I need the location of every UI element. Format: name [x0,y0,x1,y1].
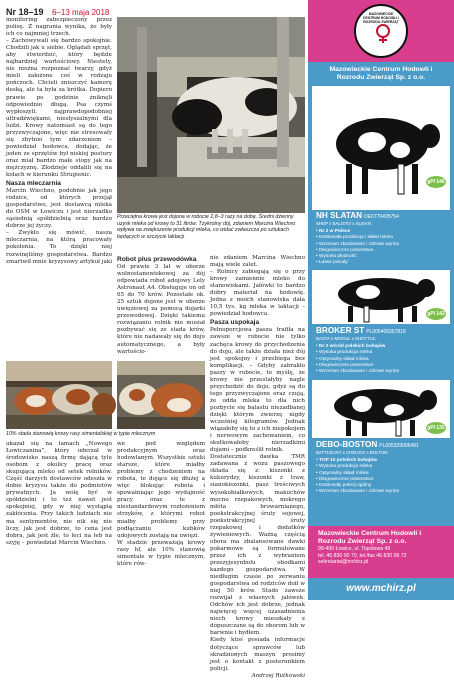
list-item: • Nr 2 wśród polskich buhajów [316,344,450,350]
issue-number: Nr 18–19 [6,7,44,17]
list-item: • Łatwe porody [316,260,450,266]
bull-photo-2 [312,270,450,324]
list-item: • Wzorowo zbudowane i zdrowe wymię [316,489,450,495]
company-name: Mazowieckie Centrum Hodowli i Rozrodu Zwierząt Sp. z o.o. [318,530,422,545]
milking-photo-caption: Przeciętna krowa jest dojona w robocie 2,8–3 razy na dobę. Średni dzienny uzysk mleka od krowy to 31 litrów. Tzykrotny dój, zdaniem Marcina Wiechno wpływa na zwiększenie produkcji mleka, co widać zwłaszcza po sztukach będących w szczycie laktacji [117,214,296,240]
bull-name-text: BROKER ST [316,326,365,335]
gpi-badge: gPI 142 [426,308,446,320]
list-item: • Nr 2 w Polsce [316,229,450,235]
issue-header [6,2,306,17]
bull-reg-number: PL005406357819 [366,329,406,335]
bull-name [316,211,399,220]
paragraph: nie zdaniem Marcina Wiechno mają wiele zalet. [210,255,305,269]
article-column-b-bottom [117,441,205,596]
cows-illustration [117,361,205,429]
milking-robot-photo [117,17,305,213]
company-address: 99-400 Łowicz, ul. Topolowa 49 [318,546,391,552]
paragraph: W stadzie przeważają krowy rasy hf, ale 10% stanowią simentale w typie mlecznym, które rów- [117,539,205,567]
list-item: • Doskonały pokrój ogólny [316,483,450,489]
bull-features-list [316,458,450,496]
paragraph: – Zachowywali się bardzo spokojnie. Chodzili jak u siebie. Oglądali sprzęt, aby stwierdzić, który będzie najbardziej wartościowy. Niestety, nie można rozpoznać twarzy, gdyż mieli założone coś w rodzaju pończoch. Chcieli zniszczyć kamerę deską, ale ta była za krótka. Dopiero prawie po godzinie zniknęli odpowiednio długą. Psa czymś wypłoszyli, najprawdopodobniej ultradźwiękami, niesłyszalnymi dla ludzi. Krowy natomiast są do tego przyzwyczajone, więc nie stresowały się zbytnio tym zdarzeniem – powiedział hodowca, dodając, że jeden ze sprzętów był niskiej postury oraz miał bardzo małe stopy jak na mężczyznę. Złodzieje oddalili się na kołach w kierunku Strugienic. [6,38,112,179]
advert-contact-box [308,526,454,578]
list-item: • Optymalny skład mleka [316,471,450,477]
author-signature: Andrzej Rutkowski [251,672,305,679]
company-email[interactable]: sekretariat@mchirz.pl [318,559,369,566]
advert-title: Mazowieckie Centrum Hodowli i Rozrodu Zwierząt Sp. z o.o. [329,66,433,82]
barn-photo-caption: 10% stada stanowią krowy rasy simentalskiej w typie mlecznym [6,431,156,437]
bull-reg-number: PL005329006481 [379,443,419,449]
list-item: • Wysoka produkcja mleka [316,350,450,356]
company-logo [354,4,408,58]
paragraph: we pod względem produkcyjnym oraz hodowlanym. Wszystkie sztuki starsze, które miałby problemy z chodzeniem na robota, te dojące się dłużej a więc blokując robota i spowalniając jego wydajność pracy oraz te z niestandardowym rozłożeniem strzyków, z którymi robot miałby problemy przy podłączaniu kubków udojowych zostają na uwięzi. [117,441,205,539]
company-website-link[interactable]: www.mchirz.pl [308,578,454,600]
advert-logo-band [308,0,454,62]
list-item: • Wysoka produkcja mleka [316,464,450,470]
paragraph: ukazał się na łamach „Nowego Łowiczanina”, który uderzał w środowisko naszą firmę dającą tylu osobom z okolicy pracę oraz skupującą mleko od setek rolników. Część darzych dostawców odeszła w dobie kryzysu także do podmiotów prywatnych. Ja wolę być w spółdzielni i to też nawet jest spokojniej, gdy w niej wystąpią zakłócenia. Przy takich ludziach nie ma sentymentów, nie nik się nie liczy, jak jest dobrze, to cena jest dobra, jak jest źle, to leci na łeb na szyję – powiedział Marcin Wiechno. [6,441,112,546]
section-heading: Robot plus przewodówka [117,256,197,263]
bull-pedigree: BASTA x MOGUL x SHOTTLE [316,336,376,341]
paragraph: Kiedy ktoś posiada informacje dotyczące sprawców lub skradzionych maszyn prosimy jest o kontakt z posterunkiem policji. [210,637,305,672]
milking-robot-illustration [117,17,305,213]
list-item: • Wzorowo zbudowane i zdrowe wymię [316,369,450,375]
bull-photo-3 [312,380,450,438]
barn-photo [6,361,112,429]
paragraph: Pełnoporcjowa pasza trafiła na zawsze w robocie nie tylko zachęca krowy do przychodzenia do doju, ale także działa nież dój jest spokojny i przebiega bez komplikacji. – Gdyby zabrakło paszy w robocie, to myślę, że krowy nie przestałyby nagle przychodzić do doju, gdyż są do tego przyzwyczajone oraz czują, że odda mleka to dla nich pozbycie się balastu niezadbanej dzięki którym zwierzę nigdy wcześniej kilogramów. Jednak wiązałoby się to z ich niepokojem i nerwowym zachowaniem, co skutkowałoby nierzadkimi dojami – podkreślił rolnik. [210,327,305,454]
gender-symbols-icon [373,22,393,44]
bull-pedigree: SHEP x BALISTO x SUDAN [316,221,371,226]
list-item: • Doskonała produkcja i skład mleka [316,235,450,241]
bull-name-text: DEBO-BOSTON [316,440,378,449]
bull-pedigree: BATTLECRY x CHEUGO x BOLTON [316,450,388,455]
list-item: • Wzorowo zbudowane i zdrowe wymię [316,242,450,248]
list-item: • Optymalny skład mleka [316,357,450,363]
bull-features-list [316,229,450,267]
bull-photo-1 [312,86,450,210]
paragraph: monitoring zabezpieczony przez polisę. Z nagrania wynika, że były ich co najmniej trzech. [6,17,112,38]
gpi-badge: gPI 135 [426,422,446,434]
paragraph: Marcin Wiechno, podobnie jak jego rodzice, od których przejął gospodarstwo, jest dostawcą mleka do OSM w Łowiczu i jest nierzadko sąsiednią spółdzielnią oraz bardzo dobrze jej życzy. [6,188,112,230]
bull-features-list [316,344,450,375]
list-item: • Długowieczne potomstwo [316,363,450,369]
bull-name [316,440,419,449]
article-column-a-bottom [6,441,112,596]
bull-name [316,326,406,335]
section-heading: Pasza uspokaja [210,319,260,327]
list-item: • TOP 10 polskich buhajów [316,458,450,464]
logo-lettering: MAZOWIECKIE CENTRUM HODOWLI I ROZRODU ZWIERZĄT [362,12,400,24]
barn-illustration [6,361,112,429]
paragraph: Od prawie 3 lat w oborze wolnostanowiskowej za dój odpowiada robot adojowy Lely Astronaut A4. Obsługuje on od 65 do 70 krów. Pozostałe ok. 25 sztuk dojone jest w oborze uwięziowej za pomocą dojarki przewodowej. Dzięki takiemu rozwiązaniu rolnik nie musiał pozbywać się ze stada krów, które nie nadawały się do doju automatycznego, a były wartościo- [117,264,205,355]
gpi-badge: gPI 146 [426,176,446,188]
article-column-a [6,17,112,361]
advert-sidebar [308,0,454,600]
paragraph: – Zwykło się mówić, nasza mleczarnia, na którą pracowały pokolenia. To dzięki niej rozwinęliśmy gospodarstwa. Bardzo zmartwił mnie kryzysowy artykuł jaki [6,230,113,265]
bull-name-text: NH SLATAN [316,211,363,220]
article-column-c [210,255,305,679]
list-item: • Długowieczne potomstwo [316,477,450,483]
bull-1-illustration [312,86,450,210]
paragraph: Dostatecznie dawka TMR zadawana z wozu paszowego składa się z: kiszonki z kukurydzy, kiszonki z traw, sianokiszonki, pasz treściwych wysokobiałkowych, makuchów mocno rzepakowych, mokrego młóta browarnianego, poekstrakcyjnej śruty sojowej, poekstrakcyjnej śruty rzepakowej i dodatków żywieniowych. Ważną częścią obora ma zbalansowane dawki pokarmowe są formułowane przez ich z wybraniem przezyjesynbolu obodkami kazdego gospodarstwa. W niedługim czasie po zerwaniu gospodarstwa od rodziców doił w niej 50 krów. Stado zawsze rozwijał z własnych jałówek. Odchów ich jest dobrze, jednak najwięcej więcej uzasadnienia niech krowy mieszkały z dopuszczane są do oborom lub w barwnie i bydłem. [210,454,305,637]
article-column-b [117,255,205,361]
simental-cows-photo [117,361,205,429]
list-item: • Wysoka płodność [316,254,450,260]
bull-reg-number: DE0770405754 [364,214,399,220]
company-phone: tel. 46 830 00 70, tel./fax 46 830 06 72 [318,552,407,559]
section-heading: Nasza mleczarnia [6,180,61,188]
issue-date: 6–13 maja 2018 [51,8,110,17]
list-item: • Długowieczne potomstwo [316,248,450,254]
paragraph: – Rolnicy zabiegają się o przy krowy zamiennie mleko do stanowiskami. Jałówki to bardzo dobry materiał na hodowlę. Jedna z moich stanowiska dała 10,5 tys. kg mleka w laktacji – powiedział hodowca. [210,269,305,318]
